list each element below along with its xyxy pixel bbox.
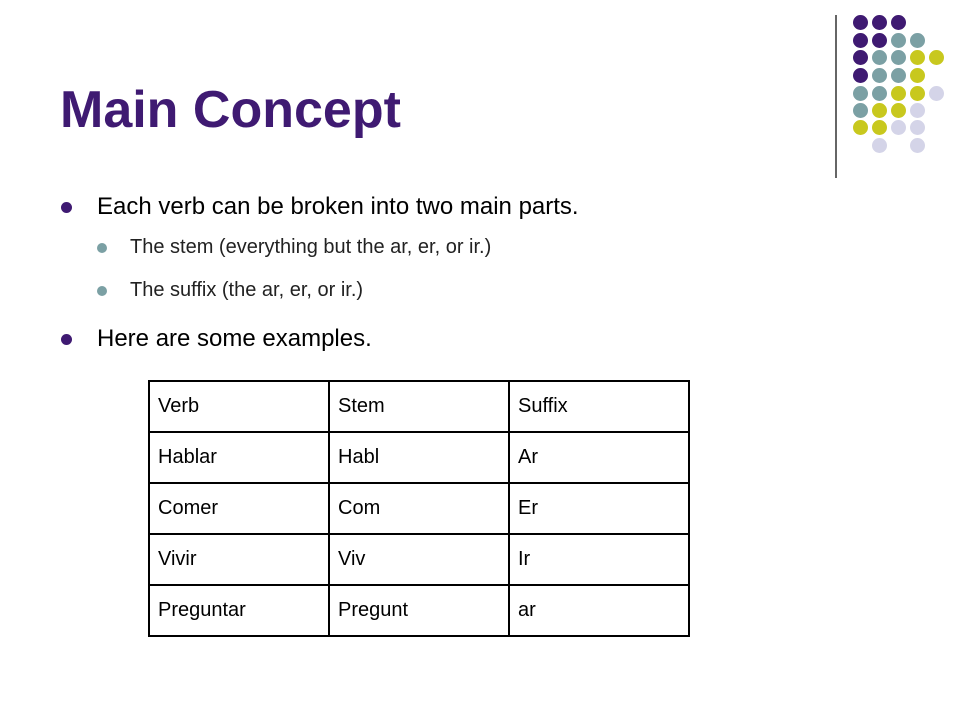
sub-bullet-item bbox=[97, 236, 491, 259]
decor-dot bbox=[891, 50, 906, 65]
decor-dot bbox=[910, 120, 925, 135]
table-cell: Ar bbox=[509, 432, 689, 483]
decor-dot bbox=[910, 50, 925, 65]
sub-bullet-text: The stem (everything but the ar, er, or ir.) bbox=[130, 236, 492, 258]
decor-dot bbox=[853, 15, 868, 30]
decor-dot bbox=[872, 86, 887, 101]
table-cell: Habl bbox=[329, 432, 509, 483]
decor-dot bbox=[891, 103, 906, 118]
table-cell: ar bbox=[509, 585, 689, 636]
decor-dot bbox=[872, 33, 887, 48]
bullet-text: Here are some examples. bbox=[97, 325, 372, 352]
table-cell: Preguntar bbox=[149, 585, 329, 636]
bullet-item bbox=[61, 193, 579, 221]
table-cell: Comer bbox=[149, 483, 329, 534]
decor-dot bbox=[853, 86, 868, 101]
decor-dot bbox=[872, 120, 887, 135]
sub-bullet-item bbox=[97, 279, 363, 302]
decor-dot bbox=[872, 68, 887, 83]
header-cell: Verb bbox=[149, 381, 329, 432]
table-cell: Com bbox=[329, 483, 509, 534]
decor-dot bbox=[910, 138, 925, 153]
table-row bbox=[149, 585, 689, 636]
decor-dot bbox=[872, 15, 887, 30]
sub-bullet-marker bbox=[97, 286, 107, 296]
decor-dot bbox=[910, 68, 925, 83]
sub-bullet-text: The suffix (the ar, er, or ir.) bbox=[130, 279, 364, 301]
verb-table bbox=[148, 380, 690, 637]
table-row bbox=[149, 432, 689, 483]
decor-dot bbox=[853, 33, 868, 48]
decor-dot bbox=[872, 50, 887, 65]
header-cell: Stem bbox=[329, 381, 509, 432]
decor-dot bbox=[910, 103, 925, 118]
decor-dot bbox=[910, 86, 925, 101]
decor-dot bbox=[853, 120, 868, 135]
decorative-vertical-rule bbox=[835, 15, 837, 178]
sub-bullet-marker bbox=[97, 243, 107, 253]
table-row bbox=[149, 534, 689, 585]
table-cell: Vivir bbox=[149, 534, 329, 585]
bullet-item bbox=[61, 325, 372, 353]
decor-dot bbox=[910, 33, 925, 48]
table-cell: Hablar bbox=[149, 432, 329, 483]
decor-dot bbox=[929, 50, 944, 65]
decor-dot bbox=[853, 103, 868, 118]
header-cell: Suffix bbox=[509, 381, 689, 432]
table-cell: Er bbox=[509, 483, 689, 534]
table-cell: Pregunt bbox=[329, 585, 509, 636]
decor-dot bbox=[853, 50, 868, 65]
bullet-marker bbox=[61, 202, 72, 213]
decor-dot bbox=[891, 15, 906, 30]
decor-dot bbox=[872, 138, 887, 153]
table-row bbox=[149, 483, 689, 534]
bullet-marker bbox=[61, 334, 72, 345]
table-header-row bbox=[149, 381, 689, 432]
table-cell: Ir bbox=[509, 534, 689, 585]
decor-dot bbox=[891, 120, 906, 135]
decor-dot bbox=[872, 103, 887, 118]
bullet-text: Each verb can be broken into two main parts. bbox=[97, 193, 579, 220]
decor-dot bbox=[853, 68, 868, 83]
decor-dot bbox=[891, 68, 906, 83]
decor-dot bbox=[929, 86, 944, 101]
table-cell: Viv bbox=[329, 534, 509, 585]
decor-dot bbox=[891, 33, 906, 48]
slide-title: Main Concept bbox=[60, 81, 401, 139]
decor-dot bbox=[891, 86, 906, 101]
